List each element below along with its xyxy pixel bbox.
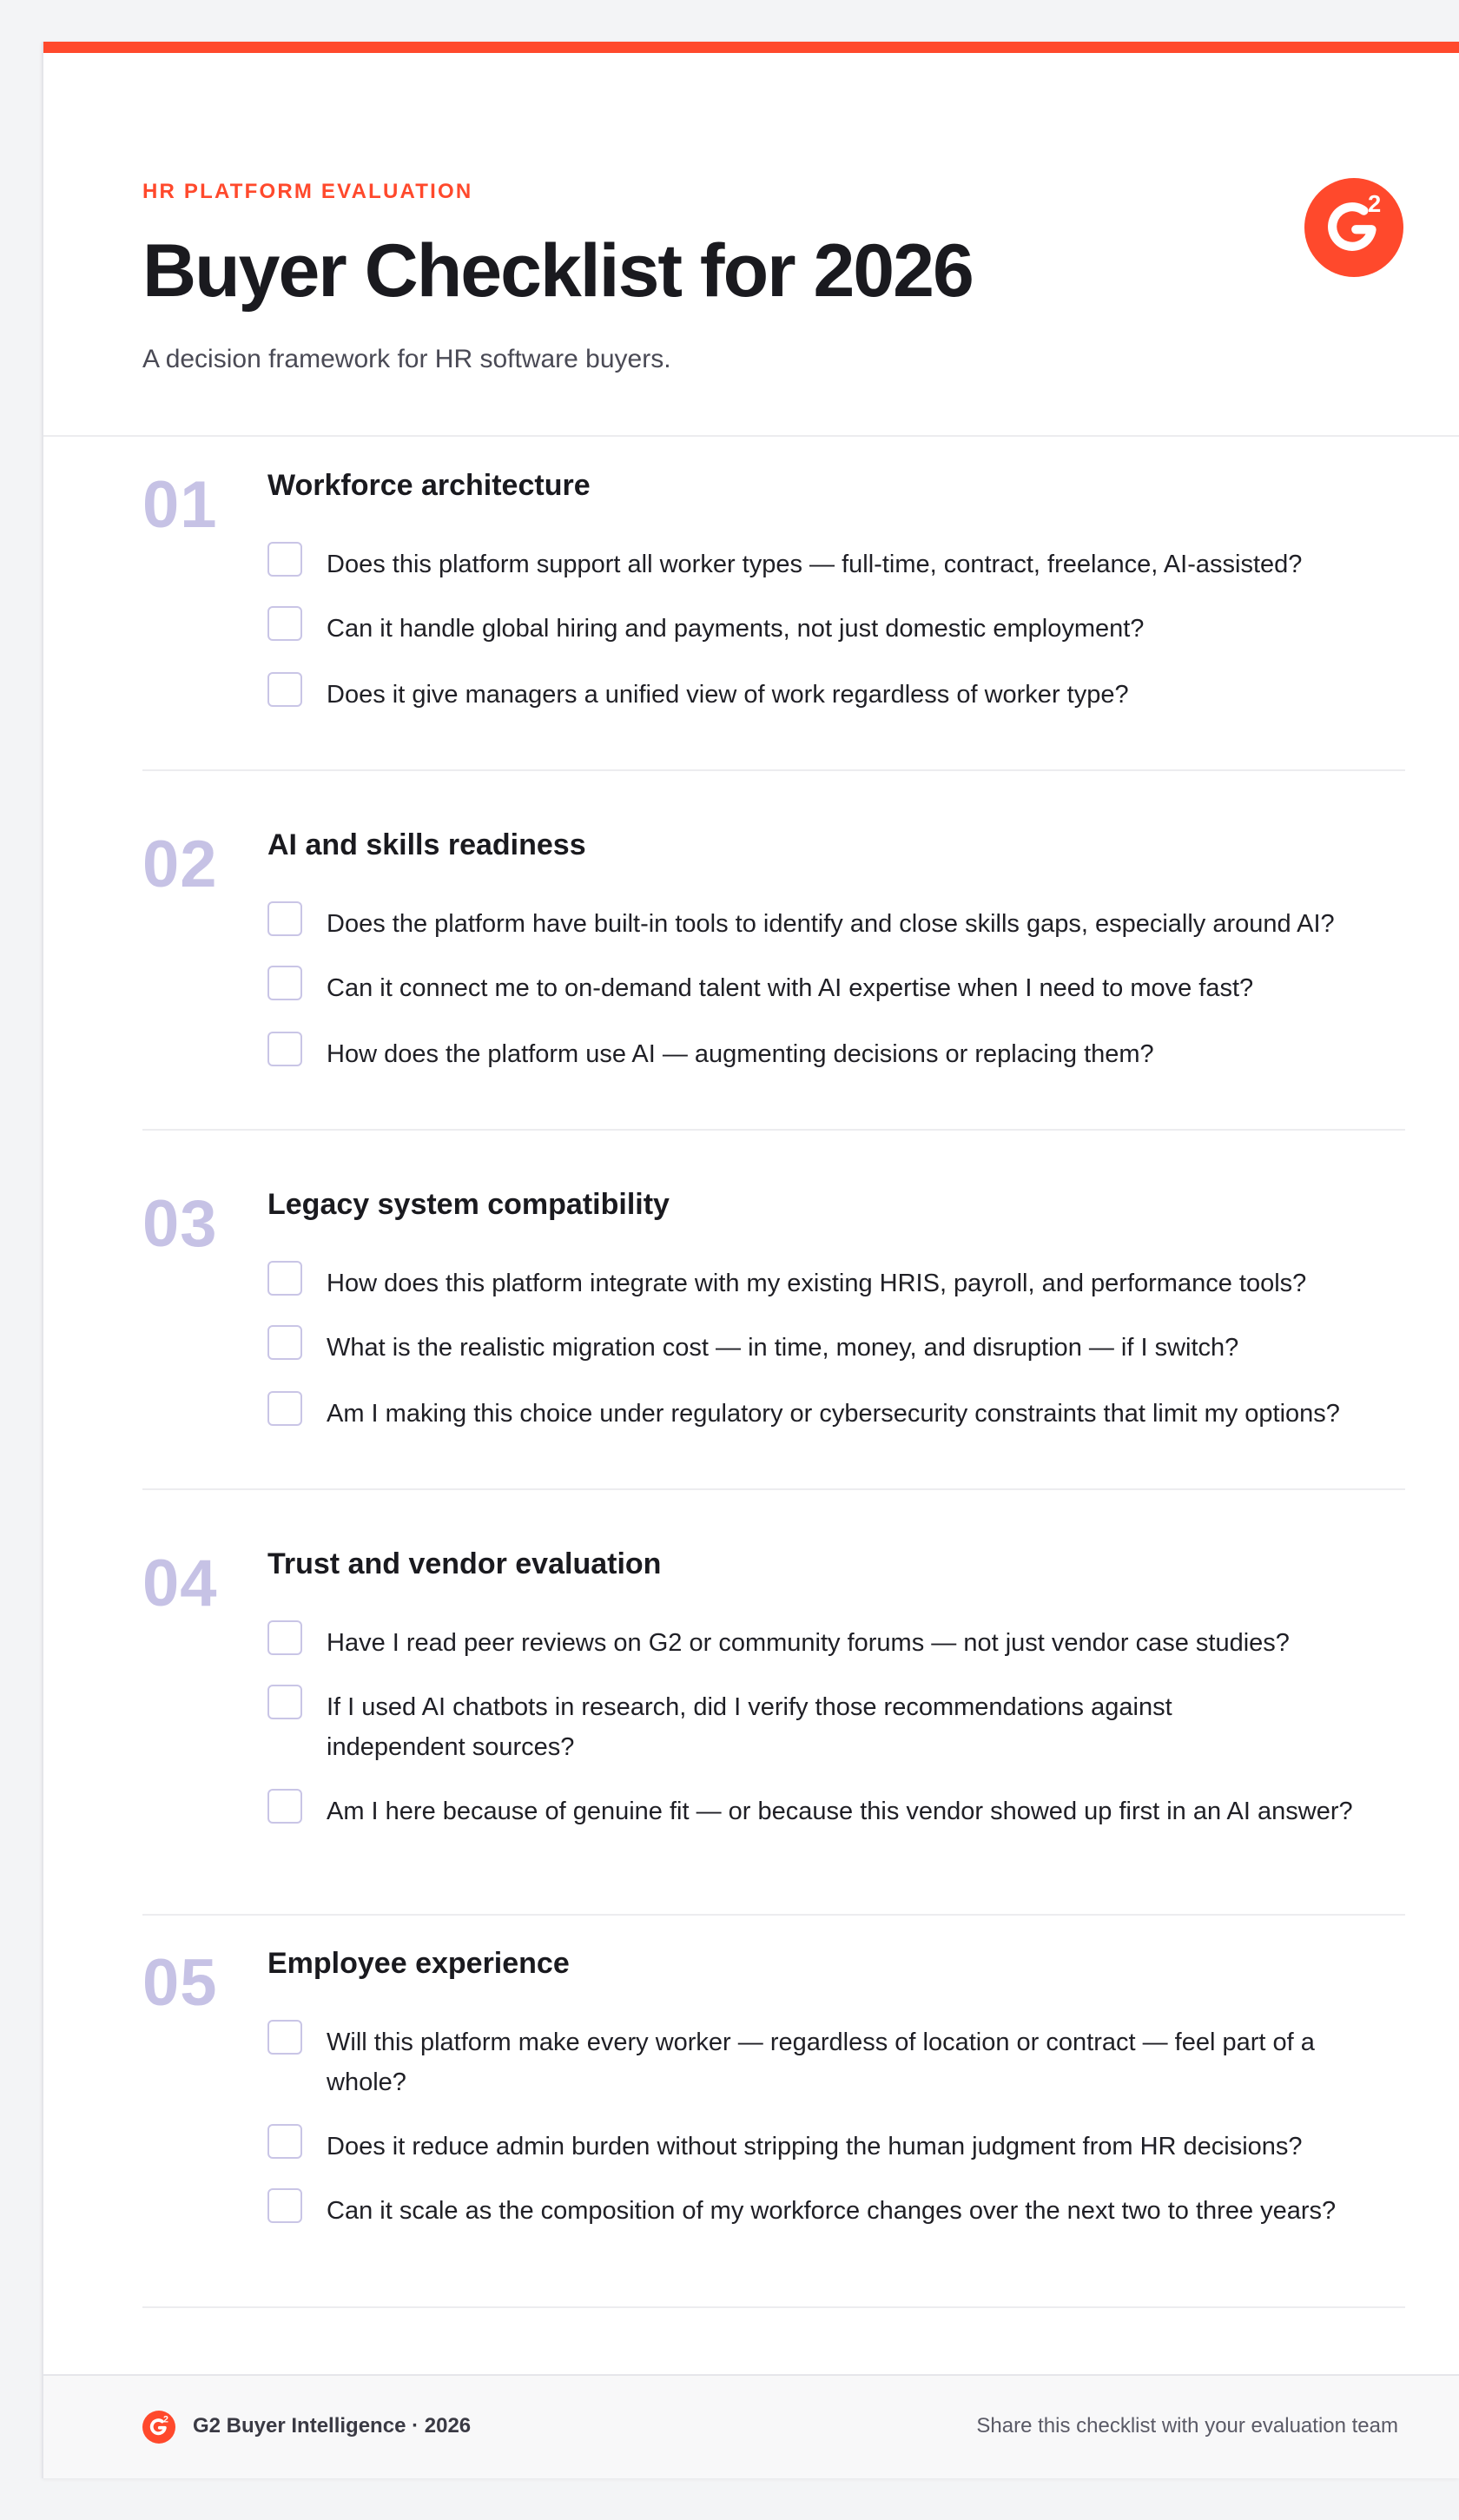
checkbox[interactable] (267, 2020, 302, 2055)
checklist-item-text: Does it give managers a unified view of work regardless of worker type? (327, 681, 1129, 709)
checkbox[interactable] (267, 1685, 302, 1719)
checklist-item-text: Can it connect me to on-demand talent with AI expertise when I need to move fast? (327, 974, 1254, 1002)
footer-note: Share this checklist with your evaluation team (976, 2414, 1398, 2438)
section-title: Legacy system compatibility (267, 1188, 670, 1221)
checklist-item-text: Am I here because of genuine fit — or because this vendor showed up first in an AI answer? (327, 1798, 1353, 1825)
checklist-item-text: How does this platform integrate with my existing HRIS, payroll, and performance tools? (327, 1270, 1307, 1297)
section-employee-experience (142, 1946, 1405, 2308)
checklist-card (42, 42, 1459, 2478)
checkbox[interactable] (267, 966, 302, 1000)
svg-text:2: 2 (162, 2414, 168, 2425)
checkbox[interactable] (267, 606, 302, 641)
page-subtitle: A decision framework for HR software buyers. (142, 345, 671, 373)
g2-logo-icon (1304, 178, 1403, 277)
header (43, 53, 1459, 437)
checklist-item-text: Can it scale as the composition of my workforce changes over the next two to three years? (327, 2197, 1337, 2225)
checklist-item-text: Does the platform have built-in tools to identify and close skills gaps, especially around AI? (327, 910, 1335, 938)
checkbox[interactable] (267, 2124, 302, 2159)
checklist-item-text: Does this platform support all worker types — full-time, contract, freelance, AI-assisted? (327, 551, 1303, 578)
g2-logo-small-icon (142, 2411, 175, 2444)
eyebrow-label: HR PLATFORM EVALUATION (142, 180, 473, 203)
section-legacy-compatibility (142, 1187, 1405, 1490)
checklist-item-text: Am I making this choice under regulatory or cybersecurity constraints that limit my options? (327, 1400, 1340, 1428)
checkbox[interactable] (267, 1325, 302, 1360)
section-number: 04 (142, 1547, 218, 1620)
checkbox[interactable] (267, 2188, 302, 2223)
section-trust-vendor-evaluation (142, 1547, 1405, 1916)
checklist-item-text: What is the realistic migration cost — in time, money, and disruption — if I switch? (327, 1334, 1239, 1362)
checkbox[interactable] (267, 542, 302, 577)
section-workforce-architecture (142, 468, 1405, 771)
checklist-item-text: Can it handle global hiring and payments, not just domestic employment? (327, 615, 1145, 643)
checklist-item-text: Does it reduce admin burden without stripping the human judgment from HR decisions? (327, 2133, 1303, 2160)
section-title: Workforce architecture (267, 469, 591, 502)
checklist-item-text: If I used AI chatbots in research, did I verify those recommendations against independent sources? (327, 1693, 1172, 1761)
checkbox[interactable] (267, 1261, 302, 1296)
checkbox[interactable] (267, 1391, 302, 1426)
checkbox[interactable] (267, 1620, 302, 1655)
section-number: 03 (142, 1187, 218, 1261)
section-title: Employee experience (267, 1947, 570, 1980)
checkbox[interactable] (267, 672, 302, 707)
section-number: 05 (142, 1946, 218, 2020)
checklist-item-text: Have I read peer reviews on G2 or community forums — not just vendor case studies? (327, 1629, 1290, 1657)
page-title: Buyer Checklist for 2026 (142, 229, 973, 313)
checkbox[interactable] (267, 1032, 302, 1066)
section-title: Trust and vendor evaluation (267, 1547, 662, 1580)
section-number: 01 (142, 468, 218, 542)
footer-brand: G2 Buyer Intelligence · 2026 (193, 2414, 472, 2438)
checklist-item-text: Will this platform make every worker — regardless of location or contract — feel part of a whole? (327, 2029, 1315, 2096)
section-ai-skills-readiness (142, 828, 1405, 1131)
checklist-item-text: How does the platform use AI — augmenting decisions or replacing them? (327, 1040, 1154, 1068)
checkbox[interactable] (267, 901, 302, 936)
section-number: 02 (142, 828, 218, 901)
accent-bar (43, 42, 1459, 53)
svg-text:2: 2 (1367, 189, 1382, 217)
section-title: AI and skills readiness (267, 828, 586, 861)
checkbox[interactable] (267, 1789, 302, 1824)
footer (43, 2374, 1459, 2478)
